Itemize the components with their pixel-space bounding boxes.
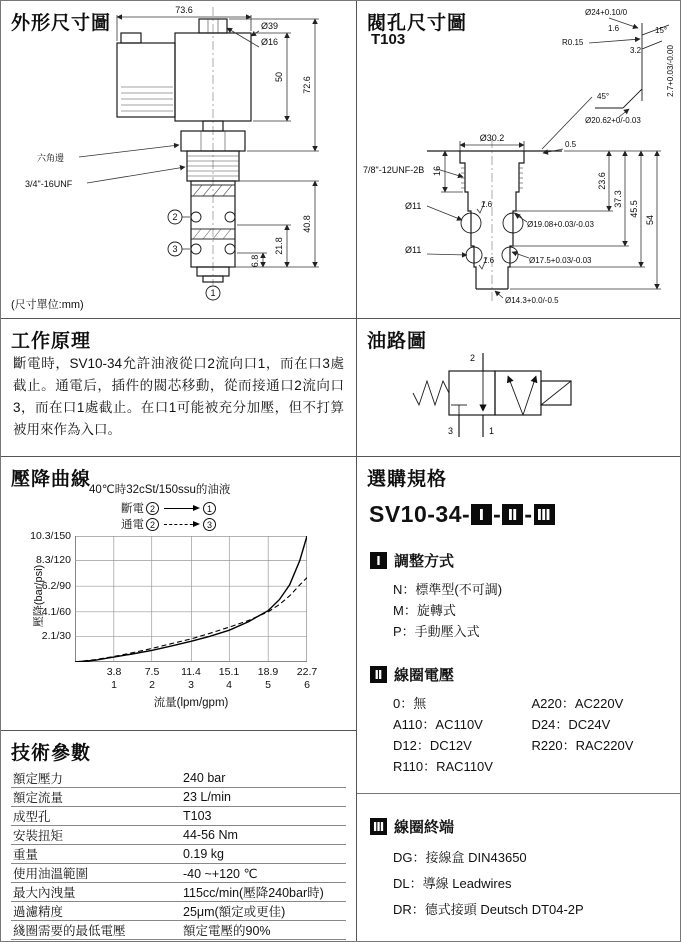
circuit-port-2: 2 [469, 353, 475, 363]
x-tick-lpm: 15.1 [218, 666, 240, 678]
solenoid-symbol [541, 381, 571, 405]
option-item: DG：接線盒 DIN43650 [393, 850, 527, 865]
option-item: P：手動壓入式 [393, 624, 480, 639]
option-item: DL：導線 Leadwires [393, 876, 512, 891]
detail-d24: Ø24+0.10/0 [585, 8, 628, 17]
option-item: M：旋轉式 [393, 603, 456, 618]
plot-area [30, 530, 318, 709]
dim-coil-height: 50 [274, 71, 284, 83]
section-working-principle [1, 319, 357, 457]
param-label: 安裝扭矩 [13, 829, 64, 843]
dim-coil-dia: Ø39 [261, 21, 279, 31]
table-row [11, 864, 346, 883]
detail-r015: R0.15 [562, 38, 584, 47]
option-item: D24：DC24V [531, 717, 611, 732]
model-separator: - [493, 501, 502, 527]
spring-symbol [413, 381, 449, 405]
param-value: T103 [183, 809, 212, 823]
table-row [11, 845, 346, 864]
dim-373: 37.3 [613, 190, 623, 208]
param-label: 額定流量 [13, 791, 64, 805]
dim-54: 54 [645, 214, 655, 226]
option-item: DR：德式接頭 Deutsch DT04-2P [393, 902, 584, 917]
ordering-section-title: 選購規格 [367, 469, 448, 490]
dim-cartridge-height: 40.8 [302, 215, 312, 233]
group-heading-text: 調整方式 [394, 553, 455, 570]
param-value: 25μm(額定或更佳) [183, 905, 286, 919]
port-markers [168, 210, 220, 300]
x-tick-gpm: 6 [304, 679, 310, 691]
group-items [393, 579, 670, 642]
port-circle: 1 [203, 502, 216, 515]
ordering-group-coil-voltage [369, 664, 670, 777]
port-circle: 2 [146, 502, 159, 515]
detail-2-7: 2.7+0.03/-0.00 [666, 45, 675, 97]
param-value: 23 L/min [183, 790, 231, 804]
option-item: 0：無 [393, 696, 427, 711]
group-items [393, 693, 670, 777]
option-item: A220：AC220V [531, 696, 624, 711]
dim-d1908: Ø19.08+0.03/-0.03 [527, 220, 594, 229]
dim-d11-upper: Ø11 [405, 201, 422, 211]
option-item: R110：RAC110V [393, 759, 493, 774]
section-outline-dimensions [1, 1, 357, 319]
cavity-dimensions [363, 133, 661, 305]
y-axis-label: 壓降(bar/psi) [33, 564, 45, 628]
dim-mid-height: 21.8 [274, 237, 284, 255]
group-heading [369, 664, 670, 685]
dim-d143: Ø14.3+0.0/-0.5 [505, 296, 559, 305]
param-label: 重量 [13, 848, 39, 862]
dim-d175: Ø17.5+0.03/-0.03 [529, 256, 592, 265]
pressure-drop-chart [1, 481, 357, 709]
table-row [11, 769, 346, 788]
circuit-port-3: 3 [447, 426, 453, 436]
detail-3-2: 3.2 [630, 46, 642, 55]
option-item: D12：DC12V [393, 738, 472, 753]
model-code-box-1: Ⅰ [471, 504, 492, 525]
cavity-model-code: T103 [371, 31, 406, 48]
x-tick-gp m: 2 [149, 679, 155, 691]
param-label: 綫圈需要的最低電壓 [13, 924, 126, 938]
chart-oil-note: 40℃時32cSt/150ssu的油液 [89, 484, 231, 496]
ordering-group-coil-termination [369, 816, 670, 923]
voltage-col-right [532, 693, 671, 777]
param-value: -40 ~+120 ℃ [183, 866, 258, 881]
unit-note: (尺寸單位:mm) [11, 299, 84, 311]
ordering-group-adjustment [369, 550, 670, 642]
port-circle: 3 [203, 518, 216, 531]
circuit-port-1: 1 [489, 426, 495, 436]
port-circle: 2 [146, 518, 159, 531]
circuit-section-title: 油路圖 [367, 331, 428, 352]
roughness-lower: 1.6 [483, 256, 495, 265]
port-2-marker: 2 [172, 212, 178, 222]
param-label: 使用油溫範圍 [13, 867, 89, 881]
section-pressure-drop-curve [1, 457, 357, 731]
cavity-thread-spec: 7/8"-12UNF-2B [363, 165, 425, 175]
y-tick: 2.1/30 [41, 630, 71, 642]
hex-flats-note: 六角邊 [37, 153, 65, 163]
x-axis-label: 流量(lpm/gpm) [153, 697, 229, 709]
table-row [11, 902, 346, 921]
dim-455: 45.5 [629, 200, 639, 218]
valve-outline-drawing [3, 1, 353, 305]
y-tick: 10.3/150 [30, 530, 71, 542]
thread-detail-view [542, 8, 675, 149]
port-3-marker: 3 [172, 244, 178, 254]
param-label: 成型孔 [13, 810, 51, 824]
x-tick-gpm: 1 [111, 679, 117, 691]
principle-section-title: 工作原理 [11, 331, 92, 352]
dim-16: 16 [432, 165, 442, 177]
param-label: 最大內洩量 [13, 886, 76, 900]
dim-236: 23.6 [597, 172, 607, 190]
detail-roughness: 1.6 [608, 24, 620, 33]
roughness-upper: 1.6 [481, 200, 493, 209]
param-label: 額定壓力 [13, 772, 64, 786]
section-cavity-dimensions [357, 1, 681, 319]
dim-05: 0.5 [565, 140, 577, 149]
param-label: 過濾精度 [13, 905, 64, 919]
group-code-box: Ⅱ [370, 666, 387, 683]
chart-legend [121, 500, 357, 532]
legend-name: 斷電 [121, 503, 144, 515]
outline-section-title: 外形尺寸圖 [11, 13, 112, 34]
table-row [11, 826, 346, 845]
plot-canvas [75, 536, 307, 662]
cavity-drawing [357, 1, 681, 319]
section-hydraulic-circuit [357, 319, 681, 457]
solenoid-coil-body [117, 19, 251, 131]
section-ordering-info [357, 457, 681, 942]
x-tick-gpm: 4 [226, 679, 232, 691]
dim-tip-height: 6.8 [250, 254, 260, 268]
option-item: R220：RAC220V [531, 738, 634, 753]
x-tick-gpm: 3 [188, 679, 194, 691]
model-number [369, 501, 670, 528]
outline-dimensions [25, 5, 319, 267]
param-value: 44-56 Nm [183, 828, 238, 842]
x-tick-lpm: 22.7 [296, 666, 318, 678]
x-tick-lpm: 7.5 [144, 666, 160, 678]
detail-d2062: Ø20.62+0/-0.03 [585, 116, 641, 125]
param-value: 115cc/min(壓降240bar時) [183, 886, 324, 900]
param-value: 240 bar [183, 771, 226, 785]
dashed-line-sample [164, 524, 198, 525]
legend-deenergized [121, 500, 357, 516]
model-separator: - [524, 501, 533, 527]
group-items [393, 845, 670, 923]
option-item: A110：AC110V [393, 717, 483, 732]
dim-nut-dia: Ø16 [261, 37, 279, 47]
tech-params-table [11, 769, 346, 940]
y-tick: 8.3/120 [35, 554, 71, 566]
params-section-title: 技術參數 [11, 743, 92, 764]
table-row [11, 883, 346, 902]
dim-top-width: 73.6 [175, 5, 193, 15]
x-tick-lpm: 3.8 [106, 666, 122, 678]
detail-angle-45: 45° [597, 92, 610, 101]
detail-angle-15: 15° [655, 26, 668, 35]
model-code-box-3: Ⅲ [534, 504, 555, 525]
group-code-box: Ⅲ [370, 818, 387, 835]
legend-name: 通電 [121, 519, 144, 531]
thread-spec: 3/4"-16UNF [25, 179, 73, 189]
table-row [11, 807, 346, 826]
group-heading [369, 816, 670, 837]
model-prefix: SV10-34- [369, 501, 471, 527]
x-tick-gpm: 5 [265, 679, 271, 691]
legend-energized [121, 516, 357, 532]
port-lines [448, 353, 494, 437]
hydraulic-symbol [357, 345, 681, 455]
group-code-box: Ⅰ [370, 552, 387, 569]
group-heading [369, 550, 670, 571]
principle-text: 斷電時，SV10-34允許油液從口2流向口1，而在口3處截止。通電后，插件的閥芯移動，從而接通口2流向口3，而在口1處截止。在口1可能被充分加壓，但不打算被用來作為入口。 [13, 356, 344, 437]
solid-line-sample [164, 508, 198, 509]
model-code-box-2: Ⅱ [502, 504, 523, 525]
cavity-section-title: 閥孔尺寸圖 [367, 13, 468, 34]
table-row [11, 921, 346, 940]
dim-d302: Ø30.2 [479, 133, 505, 143]
dim-total-height: 72.6 [302, 76, 312, 94]
x-tick-lpm: 18.9 [257, 666, 279, 678]
divider [357, 793, 681, 794]
table-row [11, 788, 346, 807]
section-technical-parameters [1, 731, 357, 942]
valve-envelope [449, 371, 541, 415]
y-tick: 6.2/90 [41, 580, 71, 592]
group-heading-text: 線圈終端 [394, 819, 455, 836]
port-1-marker: 1 [210, 288, 216, 298]
x-tick-lpm: 11.4 [181, 666, 201, 678]
flow-paths [451, 371, 536, 415]
dim-d11-lower: Ø11 [405, 245, 422, 255]
group-heading-text: 線圈電壓 [394, 667, 455, 684]
param-value: 額定電壓的90% [183, 924, 271, 938]
curve-section-title: 壓降曲線 [11, 469, 92, 490]
y-tick: 4.1/60 [41, 606, 71, 618]
param-value: 0.19 kg [183, 847, 225, 861]
option-item: N：標準型(不可調) [393, 582, 503, 597]
voltage-col-left [393, 693, 532, 777]
